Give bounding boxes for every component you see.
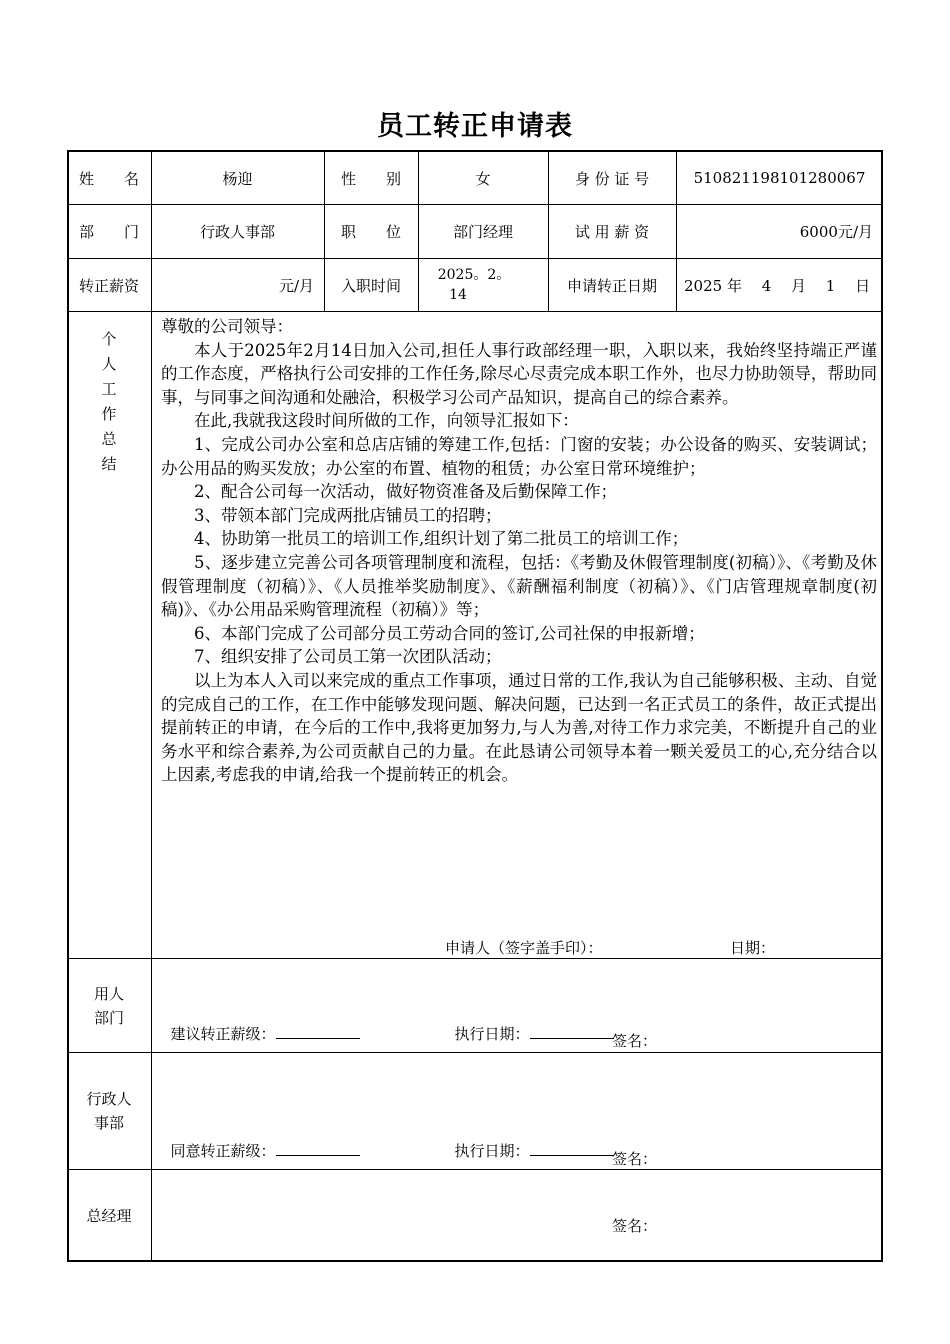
suggest-salary-label: 建议转正薪级： <box>170 1025 276 1043</box>
id-number-value: 510821198101280067 <box>693 169 866 187</box>
suggest-salary-row <box>161 1005 360 1044</box>
agree-salary-field[interactable] <box>276 1141 360 1156</box>
employing-exec-date-label: 执行日期： <box>454 1025 530 1043</box>
admin-exec-date-row <box>445 1122 614 1161</box>
column-divider <box>151 150 152 1262</box>
summary-label-char: 结 <box>101 455 117 473</box>
summary-label-char: 工 <box>101 380 117 398</box>
summary-label-char: 总 <box>101 430 117 448</box>
summary-paragraph: 7、组织安排了公司员工第一次团队活动； <box>194 647 502 667</box>
summary-paragraph: 6、本部门完成了公司部分员工劳动合同的签订,公司社保的申报新增； <box>194 623 705 643</box>
department-value: 行政人事部 <box>199 223 275 241</box>
row-divider <box>67 311 883 312</box>
id-number-label: 身 份 证 号 <box>574 169 650 188</box>
apply-date-value: 2025 年 4 月 1 日 <box>684 276 871 295</box>
employing-dept-label-line2: 部门 <box>93 1008 124 1027</box>
employing-sign-label: 签名： <box>612 1032 658 1050</box>
suggest-salary-field[interactable] <box>276 1024 360 1039</box>
summary-paragraph: 4、协助第一批员工的培训工作,组织计划了第二批员工的培训工作； <box>194 529 689 549</box>
general-manager-label: 总经理 <box>86 1206 132 1225</box>
summary-section-label <box>99 328 119 478</box>
hire-date-line2: 14 <box>449 287 467 303</box>
summary-body <box>161 315 877 787</box>
summary-label-char: 个 <box>101 330 117 348</box>
summary-paragraph: 本人于2025年2月14日加入公司,担任人事行政部经理一职，入职以来，我始终坚持端正严谨的工作态度，严格执行公司安排的工作任务,除尽心尽责完成本职工作外，也尽力协助领导，帮助同事，与同事之间沟通和处融洽，积极学习公司产品知识，提高自己的综合素养。 <box>161 340 877 407</box>
employing-exec-date-row <box>445 1005 614 1044</box>
summary-paragraph: 以上为本人入司以来完成的重点工作事项，通过日常的工作,我认为自己能够积极、主动、自觉的完成自己的工作，在工作中能够发现问题、解决问题，已达到一名正式员工的条件，故正式提出提前转正的申请，在今后的工作中,我将更加努力,与人为善,对待工作力求完美，不断提升自己的业务水平和综合素养,为公司贡献自己的力量。在此恳请公司领导本着一颗关爱员工的心,充分结合以上因素,考虑我的申请,给我一个提前转正的机会。 <box>161 670 877 785</box>
hire-date-line1: 2025。2。 <box>437 267 511 283</box>
hire-date-label: 入职时间 <box>340 276 401 295</box>
gender-label: 性 别 <box>340 169 401 188</box>
employing-dept-label <box>67 959 151 1052</box>
row-divider <box>67 958 883 959</box>
employing-exec-date-field[interactable] <box>530 1024 614 1039</box>
admin-sign-label: 签名： <box>612 1150 658 1168</box>
admin-dept-label-line2: 事部 <box>93 1114 124 1132</box>
agree-salary-label: 同意转正薪级： <box>170 1142 276 1160</box>
greeting: 尊敬的公司领导： <box>161 317 293 336</box>
applicant-date-label: 日期： <box>730 939 776 957</box>
summary-label-char: 作 <box>101 405 117 423</box>
admin-dept-label <box>67 1053 151 1169</box>
name-label: 姓 名 <box>78 169 139 188</box>
summary-paragraph: 1、完成公司办公室和总店店铺的筹建工作,包括：门窗的安装；办公设备的购买、安装调试；办公用品的购买发放；办公室的布置、植物的租赁；办公室日常环境维护； <box>161 434 877 478</box>
summary-paragraph: 3、带领本部门完成两批店铺员工的招聘； <box>194 505 502 525</box>
gm-sign-label: 签名： <box>612 1217 658 1235</box>
department-label: 部 门 <box>78 223 139 241</box>
employing-dept-label-line1: 用人 <box>93 984 124 1003</box>
hire-date-value <box>418 259 548 311</box>
summary-paragraph: 2、配合公司每一次活动，做好物资准备及后勤保障工作； <box>194 482 617 502</box>
name-value: 杨迎 <box>222 169 253 188</box>
row-divider <box>67 1169 883 1170</box>
agree-salary-row <box>161 1122 360 1161</box>
summary-paragraph: 在此,我就我这段时间所做的工作，向领导汇报如下： <box>194 411 579 431</box>
gender-value: 女 <box>475 169 491 188</box>
position-value: 部门经理 <box>452 223 513 241</box>
admin-dept-label-line1: 行政人 <box>86 1090 132 1108</box>
position-label: 职 位 <box>340 223 401 241</box>
formal-salary-value: 元/月 <box>278 276 314 295</box>
summary-label-char: 人 <box>101 355 117 373</box>
admin-exec-date-field[interactable] <box>530 1141 614 1156</box>
apply-date-label: 申请转正日期 <box>566 276 657 295</box>
trial-salary-value: 6000元/月 <box>799 223 873 241</box>
form-title: 员工转正申请表 <box>377 111 573 142</box>
admin-exec-date-label: 执行日期： <box>454 1142 530 1160</box>
trial-salary-label: 试 用 薪 资 <box>574 223 650 241</box>
summary-paragraph: 5、逐步建立完善公司各项管理制度和流程，包括：《考勤及休假管理制度(初稿）》、《考勤及休假管理制度（初稿）》、《人员推举奖励制度》、《薪酬福利制度（初稿）》、《门店管理规章制度(初稿)》、《办公用品采购管理流程（初稿）》等； <box>161 552 877 620</box>
applicant-signature-label: 申请人（签字盖手印）： <box>445 939 603 957</box>
formal-salary-label: 转正薪资 <box>78 276 139 295</box>
row-divider <box>67 1052 883 1053</box>
